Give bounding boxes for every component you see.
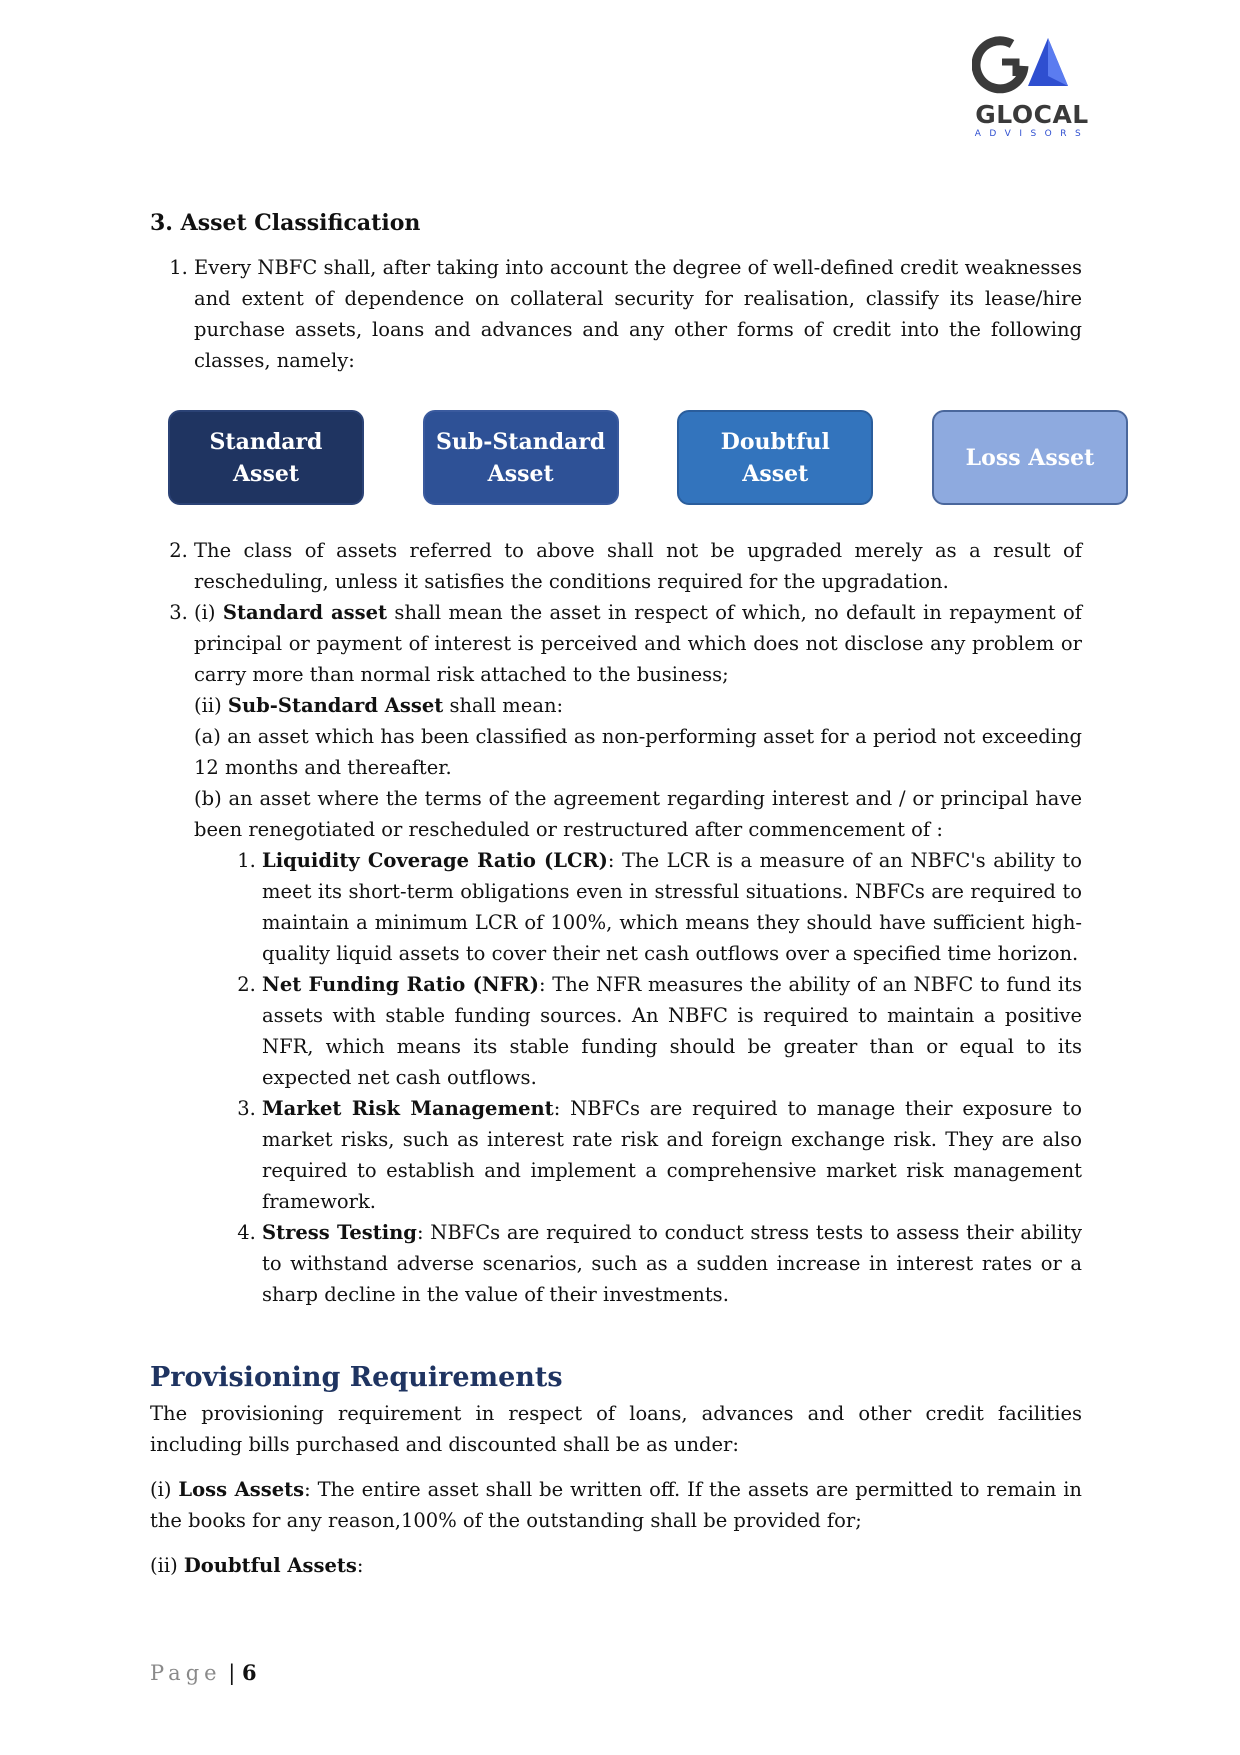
list-item [194, 535, 1082, 597]
asset-class-diagram [168, 410, 1128, 505]
logo-tagline: ADVISORS [974, 129, 1090, 139]
term: Stress Testing [262, 1221, 417, 1244]
sub-standard-asset-box [423, 410, 619, 505]
list-item [262, 1093, 1082, 1217]
item-1-text: Every NBFC shall, after taking into account the degree of well-defined credit weaknesses and extent of dependence on collateral security for realisation, classify its lease/hire purchase assets, loans and advances and any other forms of credit into the following classes, namely: [194, 256, 1082, 372]
list-item [262, 845, 1082, 969]
list-item [194, 252, 1095, 505]
page-footer [150, 1660, 257, 1685]
clause-b: (b) an asset where the terms of the agreement regarding interest and / or principal have been renegotiated or rescheduled or restructured after commencement of : [194, 787, 1082, 841]
box-label: Sub-Standard [436, 428, 606, 455]
term: Sub-Standard Asset [227, 694, 444, 717]
definition: : NBFCs are required to manage their exposure to market risks, such as interest rate risk and foreign exchange risk. They are also required to establish and implement a comprehensive market risk management framework. [262, 1097, 1083, 1213]
list-item [262, 1217, 1082, 1310]
definition: : The entire asset shall be written off. If the assets are permitted to remain in the books for any reason,100% of the outstanding shall be provided for; [150, 1478, 1082, 1532]
company-logo [972, 36, 1092, 139]
term: Market Risk Management [262, 1097, 554, 1120]
term: Liquidity Coverage Ratio (LCR) [262, 849, 608, 872]
definition: : The LCR is a measure of an NBFC's ability to meet its short-term obligations even in stressful situations. NBFCs are required to maintain a minimum LCR of 100%, which means they should have sufficient high-quality liquid assets to cover their net cash outflows over a specified time horizon. [262, 849, 1082, 965]
definition: shall mean the asset in respect of which, no default in repayment of principal or payment of interest is perceived and which does not disclose any problem or carry more than normal risk attached to the business; [194, 601, 1082, 686]
provisioning-intro: The provisioning requirement in respect of loans, advances and other credit facilities including bills purchased and discounted shall be as under: [150, 1402, 1082, 1456]
box-label: Doubtful [720, 428, 830, 455]
box-label: Standard [209, 428, 323, 455]
term: Standard asset [222, 601, 387, 624]
definition: : [356, 1554, 364, 1577]
doubtful-assets-paragraph [150, 1550, 1082, 1581]
term: Net Funding Ratio (NFR) [262, 973, 539, 996]
clause-a: (a) an asset which has been classified as non-performing asset for a period not exceeding 12 months and thereafter. [194, 725, 1082, 779]
document-body [150, 208, 1095, 1581]
list-item [194, 597, 1082, 1310]
section-title: 3. Asset Classification [150, 210, 421, 236]
page-label: Page [150, 1661, 222, 1685]
glocal-logo-mark-icon [972, 36, 1092, 100]
definition: : The NFR measures the ability of an NBFC to fund its assets with stable funding sources. An NBFC is required to maintain a positive NFR, which means its stable funding should be greater than or equal to its expected net cash outflows. [262, 973, 1082, 1089]
classification-list [150, 252, 1095, 1310]
page-separator: | [221, 1661, 243, 1685]
prefix: (i) [150, 1478, 179, 1501]
provisioning-heading: Provisioning Requirements [150, 1362, 563, 1393]
doubtful-asset-box [677, 410, 873, 505]
term: Loss Assets [178, 1478, 305, 1501]
logo-wordmark: GLOCAL [975, 100, 1089, 129]
box-label: Asset [742, 460, 809, 487]
term: Doubtful Assets [183, 1554, 357, 1577]
loss-asset-box [932, 410, 1128, 505]
list-item [262, 969, 1082, 1093]
page-number: 6 [242, 1660, 257, 1685]
prefix: (ii) [194, 694, 228, 717]
box-label: Asset [232, 460, 299, 487]
definition: shall mean: [443, 694, 564, 717]
box-label: Loss Asset [965, 444, 1095, 471]
sub-standard-asset-definition [194, 690, 1082, 721]
loss-assets-paragraph [150, 1474, 1082, 1536]
item-2-text: The class of assets referred to above shall not be upgraded merely as a result of rescheduling, unless it satisfies the conditions required for the upgradation. [194, 539, 1082, 593]
prefix: (i) [194, 601, 223, 624]
prefix: (ii) [150, 1554, 184, 1577]
standard-asset-definition [194, 597, 1082, 690]
sub-list [194, 845, 1082, 1310]
definition: : NBFCs are required to conduct stress tests to assess their ability to withstand adverse scenarios, such as a sudden increase in interest rates or a sharp decline in the value of their investments. [262, 1221, 1082, 1306]
box-label: Asset [487, 460, 554, 487]
standard-asset-box [168, 410, 364, 505]
